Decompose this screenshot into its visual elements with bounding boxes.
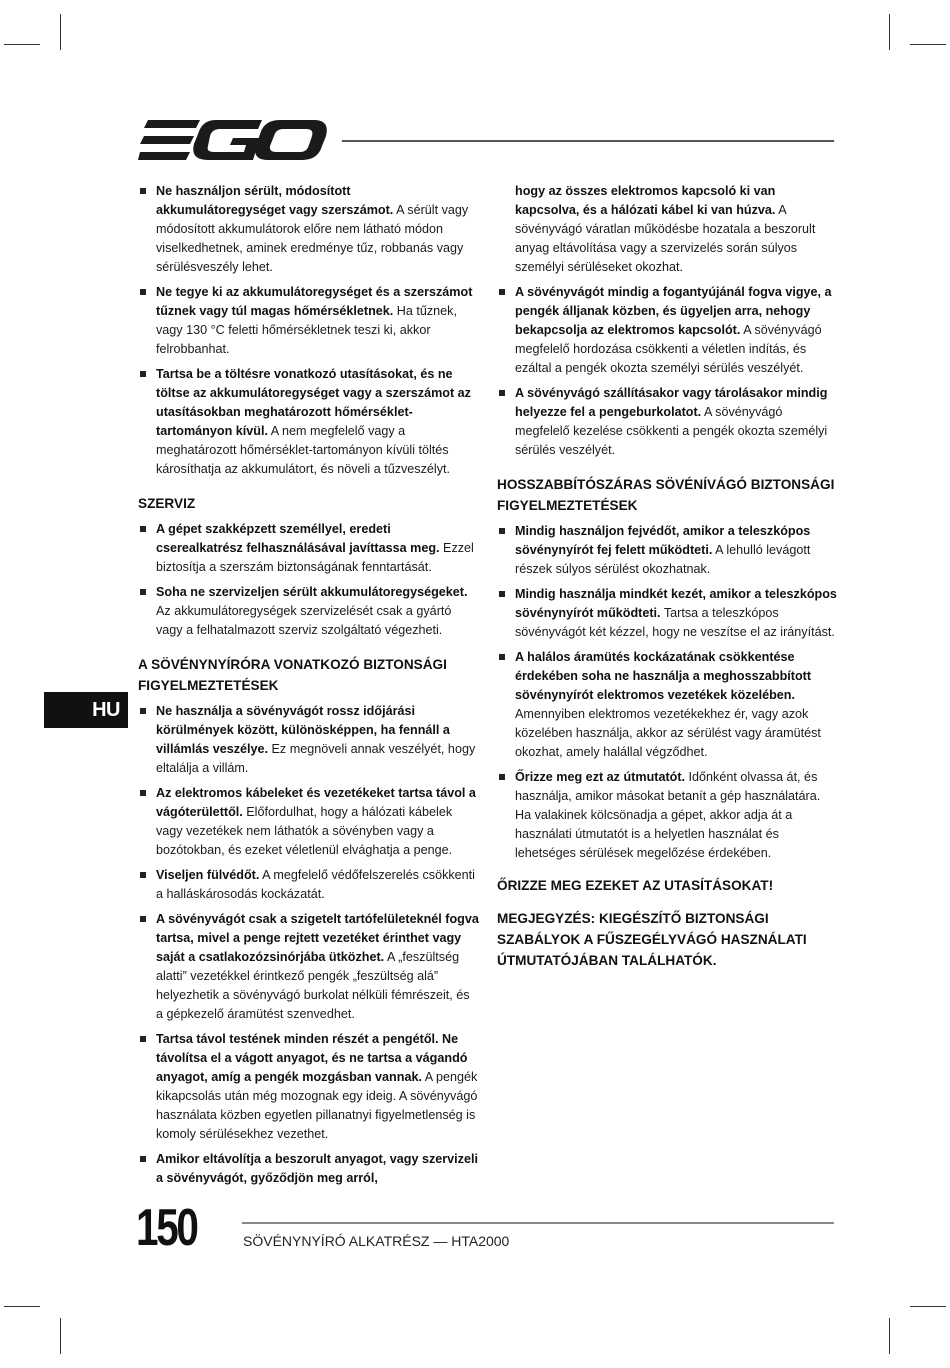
list-item: Ne használjon sérült, módosított akkumulátoregységet vagy szerszámot. A sérült vagy módosított akkumulátorok előre nem látható módon viselkedhetnek, aminek eredménye tűz, robbanás vagy sérülésveszély lehet. — [138, 182, 480, 277]
section-heading-extension-pole: HOSSZABBÍTÓSZÁRAS SÖVÉNÍVÁGÓ BIZTONSÁGI FIGYELMEZTETÉSEK — [497, 477, 835, 513]
battery-warnings-list — [138, 182, 480, 479]
footer-title: SÖVÉNYNYÍRÓ ALKATRÉSZ — HTA2000 — [243, 1233, 510, 1249]
list-item: Tartsa távol testének minden részét a pengétől. Ne távolítsa el a vágott anyagot, és ne tartsa a vágandó anyagot, amíg a pengék mozgásban vannak. A pengék kikapcsolás után még mozognak egy ideig. A sövényvágó használata közben egyetlen pillanatnyi figyelmetlenség is komoly sérülésekhez vezethet. — [138, 1030, 480, 1144]
crop-mark — [889, 14, 890, 50]
list-item: Ne használja a sövényvágót rossz időjárási körülmények között, különösképpen, ha fennáll a villámlás veszélye. Ez megnöveli annak veszélyét, hogy eltalálja a villám. — [138, 702, 480, 778]
note-heading: MEGJEGYZÉS: KIEGÉSZÍTŐ BIZTONSÁGI SZABÁLYOK A FŰSZEGÉLYVÁGÓ HASZNÁLATI ÚTMUTATÓJÁBAN TALÁLHATÓK. — [497, 911, 807, 968]
section-heading-hedge-trimmer: A SÖVÉNYNYÍRÓRA VONATKOZÓ BIZTONSÁGI FIGYELMEZTETÉSEK — [138, 657, 447, 693]
section-heading-service: SZERVIZ — [138, 496, 196, 511]
list-item: A sövényvágót mindig a fogantyújánál fogva vigye, a pengék álljanak közben, és ügyeljen arra, nehogy bekapcsolja az elektromos kapcsolót. A sövényvágó megfelelő hordozása csökkenti a véletlen indítás, és ezáltal a pengék okozta személyi sérülés veszélyét. — [497, 283, 839, 378]
right-column — [497, 182, 839, 981]
keep-instructions-heading: ŐRIZZE MEG EZEKET AZ UTASÍTÁSOKAT! — [497, 878, 774, 893]
crop-mark — [889, 1318, 890, 1354]
language-tab: HU — [44, 692, 128, 728]
list-item: Ne tegye ki az akkumulátoregységet és a szerszámot tűznek vagy túl magas hőmérsékletnek. Ha tűznek, vagy 130 °C feletti hőmérsékletnek teszi ki, akkor felrobbanhat. — [138, 283, 480, 359]
list-item: A sövényvágót csak a szigetelt tartófelületeknél fogva tartsa, mivel a penge rejtett vezetéket érinthet vagy saját a csatlakozózsinórjába ütközhet. A „feszültség alatti” vezetékkel érintkező pengék „feszültség alá” helyezhetik a sövényvágó burkolat nélküli fémrészeit, és a gépkezelő áramütést szenvedhet. — [138, 910, 480, 1024]
ego-logo — [138, 118, 328, 162]
page-number: 150 — [136, 1199, 197, 1257]
left-column — [138, 182, 480, 1194]
hedge-trimmer-list — [138, 702, 480, 1188]
list-item: A sövényvágó szállításakor vagy tárolásakor mindig helyezze fel a pengeburkolatot. A sövényvágó megfelelő kezelése csökkenti a pengék okozta személyi sérülés veszélyét. — [497, 384, 839, 460]
list-item: Őrizze meg ezt az útmutatót. Időnként olvassa át, és használja, amikor másokat betanít a gép használatára. Ha valakinek kölcsönadja a gépet, akkor adja át a használati útmutatót is a helyetlen használat és lehetséges sérülések megelőzése érdekében. — [497, 768, 839, 863]
carry-warnings-list — [497, 283, 839, 460]
list-item: Tartsa be a töltésre vonatkozó utasításokat, és ne töltse az akkumulátoregységet vagy a szerszámot az utasításokban meghatározott hőmérséklet-tartományon kívül. A nem megfelelő vagy a meghatározott hőmérséklet-tartományon kívüli töltés károsíthatja az akkumulátort, és növeli a tűzveszélyt. — [138, 365, 480, 479]
list-item: Soha ne szervizeljen sérült akkumulátoregységeket. Az akkumulátoregységek szervizelését csak a gyártó vagy a felhatalmazott szerviz szolgáltató végezheti. — [138, 583, 480, 640]
crop-mark — [4, 1306, 40, 1307]
list-item: Mindig használjon fejvédőt, amikor a teleszkópos sövénynyírót fej felett működteti. A lehulló levágott részek súlyos sérülést okozhatnak. — [497, 522, 839, 579]
crop-mark — [910, 1306, 946, 1307]
list-item: Viseljen fülvédőt. A megfelelő védőfelszerelés csökkenti a halláskárosodás kockázatát. — [138, 866, 480, 904]
crop-mark — [60, 1318, 61, 1354]
list-item: A gépet szakképzett személlyel, eredeti cserealkatrész felhasználásával javíttassa meg. Ezzel biztosítja a szerszám biztonságának fenntartását. — [138, 520, 480, 577]
service-list — [138, 520, 480, 640]
crop-mark — [910, 44, 946, 45]
crop-mark — [60, 14, 61, 50]
header-rule — [342, 140, 834, 142]
footer-rule — [242, 1222, 834, 1224]
list-item: Az elektromos kábeleket és vezetékeket tartsa távol a vágóterülettől. Előfordulhat, hogy a hálózati kábelek vagy vezetékek nem láthatók a sövényben vagy a bozótokban, és ezeket véletlenül elvághatja a penge. — [138, 784, 480, 860]
extension-pole-list — [497, 522, 839, 863]
list-item: Amikor eltávolítja a beszorult anyagot, vagy szervizeli a sövényvágót, győződjön meg arról, — [138, 1150, 480, 1188]
crop-mark — [4, 44, 40, 45]
list-item: Mindig használja mindkét kezét, amikor a teleszkópos sövénynyírót működteti. Tartsa a teleszkópos sövényvágót két kézzel, hogy ne veszítse el az irányítást. — [497, 585, 839, 642]
list-item: A halálos áramütés kockázatának csökkentése érdekében soha ne használja a meghosszabbított sövénynyírót elektromos vezetékek közelében. Amennyiben elektromos vezetékekhez ér, vagy azok közelében használja, akkor az sérülést vagy áramütést okozhat, amely halállal végződhet. — [497, 648, 839, 762]
continued-paragraph: hogy az összes elektromos kapcsoló ki van kapcsolva, és a hálózati kábel ki van húzva. A sövényvágó váratlan működésbe hozatala a beszorult anyag eltávolítása vagy a szervizelés során súlyos személyi sérüléseket okozhat. — [515, 184, 816, 274]
